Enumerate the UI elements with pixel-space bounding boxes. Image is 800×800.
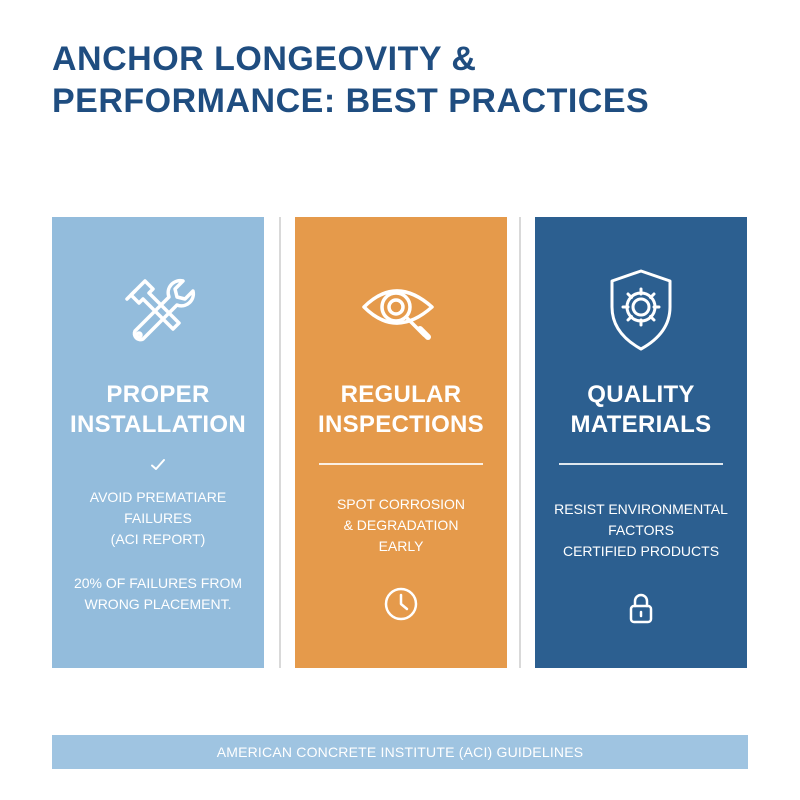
card-body-primary: [305, 494, 497, 557]
card-heading-line-2: INSPECTIONS: [318, 411, 484, 438]
card-proper-installation: [52, 217, 264, 668]
card-body-line: & DEGRADATION: [343, 517, 459, 533]
card-heading-line-2: INSTALLATION: [69, 411, 247, 438]
footer-banner: [52, 735, 748, 769]
card-heading-line-1: PROPER: [106, 381, 210, 408]
check-icon: [149, 456, 167, 474]
column-divider: [519, 217, 521, 668]
card-heading-line-1: QUALITY: [587, 381, 695, 408]
card-body-stat: [62, 573, 254, 615]
card-regular-inspections: [295, 217, 507, 668]
card-body-primary: [545, 499, 737, 562]
card-body-primary: [62, 487, 254, 550]
card-body-line: AVOID PREMATIARE: [89, 489, 227, 505]
card-body-line: EARLY: [378, 538, 424, 554]
title-line-1: ANCHOR LONGEOVITY &: [52, 40, 477, 78]
hammer-wrench-icon: [113, 265, 203, 355]
card-body-line: SPOT CORROSION: [336, 496, 466, 512]
title-line-2: PERFORMANCE: BEST PRACTICES: [52, 82, 650, 120]
card-body-line: FACTORS: [608, 522, 674, 538]
card-heading: [295, 380, 507, 440]
card-heading-line-1: REGULAR: [340, 381, 462, 408]
card-body-line: FAILURES: [124, 510, 192, 526]
card-body-line: (ACI REPORT): [110, 531, 206, 547]
card-body-line: CERTIFIED PRODUCTS: [562, 543, 720, 559]
page-title: [52, 38, 752, 122]
card-divider-line: [319, 463, 483, 465]
footer-text: AMERICAN CONCRETE INSTITUTE (ACI) GUIDELINES: [216, 744, 584, 760]
clock-icon: [382, 585, 420, 623]
card-heading-line-2: MATERIALS: [570, 411, 712, 438]
card-heading: [52, 380, 264, 440]
card-body-line: WRONG PLACEMENT.: [84, 596, 232, 612]
card-quality-materials: [535, 217, 747, 668]
padlock-icon: [622, 589, 660, 627]
shield-gear-icon: [596, 265, 686, 355]
card-heading: [535, 380, 747, 440]
eye-magnifier-icon: [356, 265, 446, 355]
card-divider-line: [559, 463, 723, 465]
card-body-line: RESIST ENVIRONMENTAL: [554, 501, 728, 517]
column-divider: [279, 217, 281, 668]
card-body-line: 20% OF FAILURES FROM: [73, 575, 243, 591]
